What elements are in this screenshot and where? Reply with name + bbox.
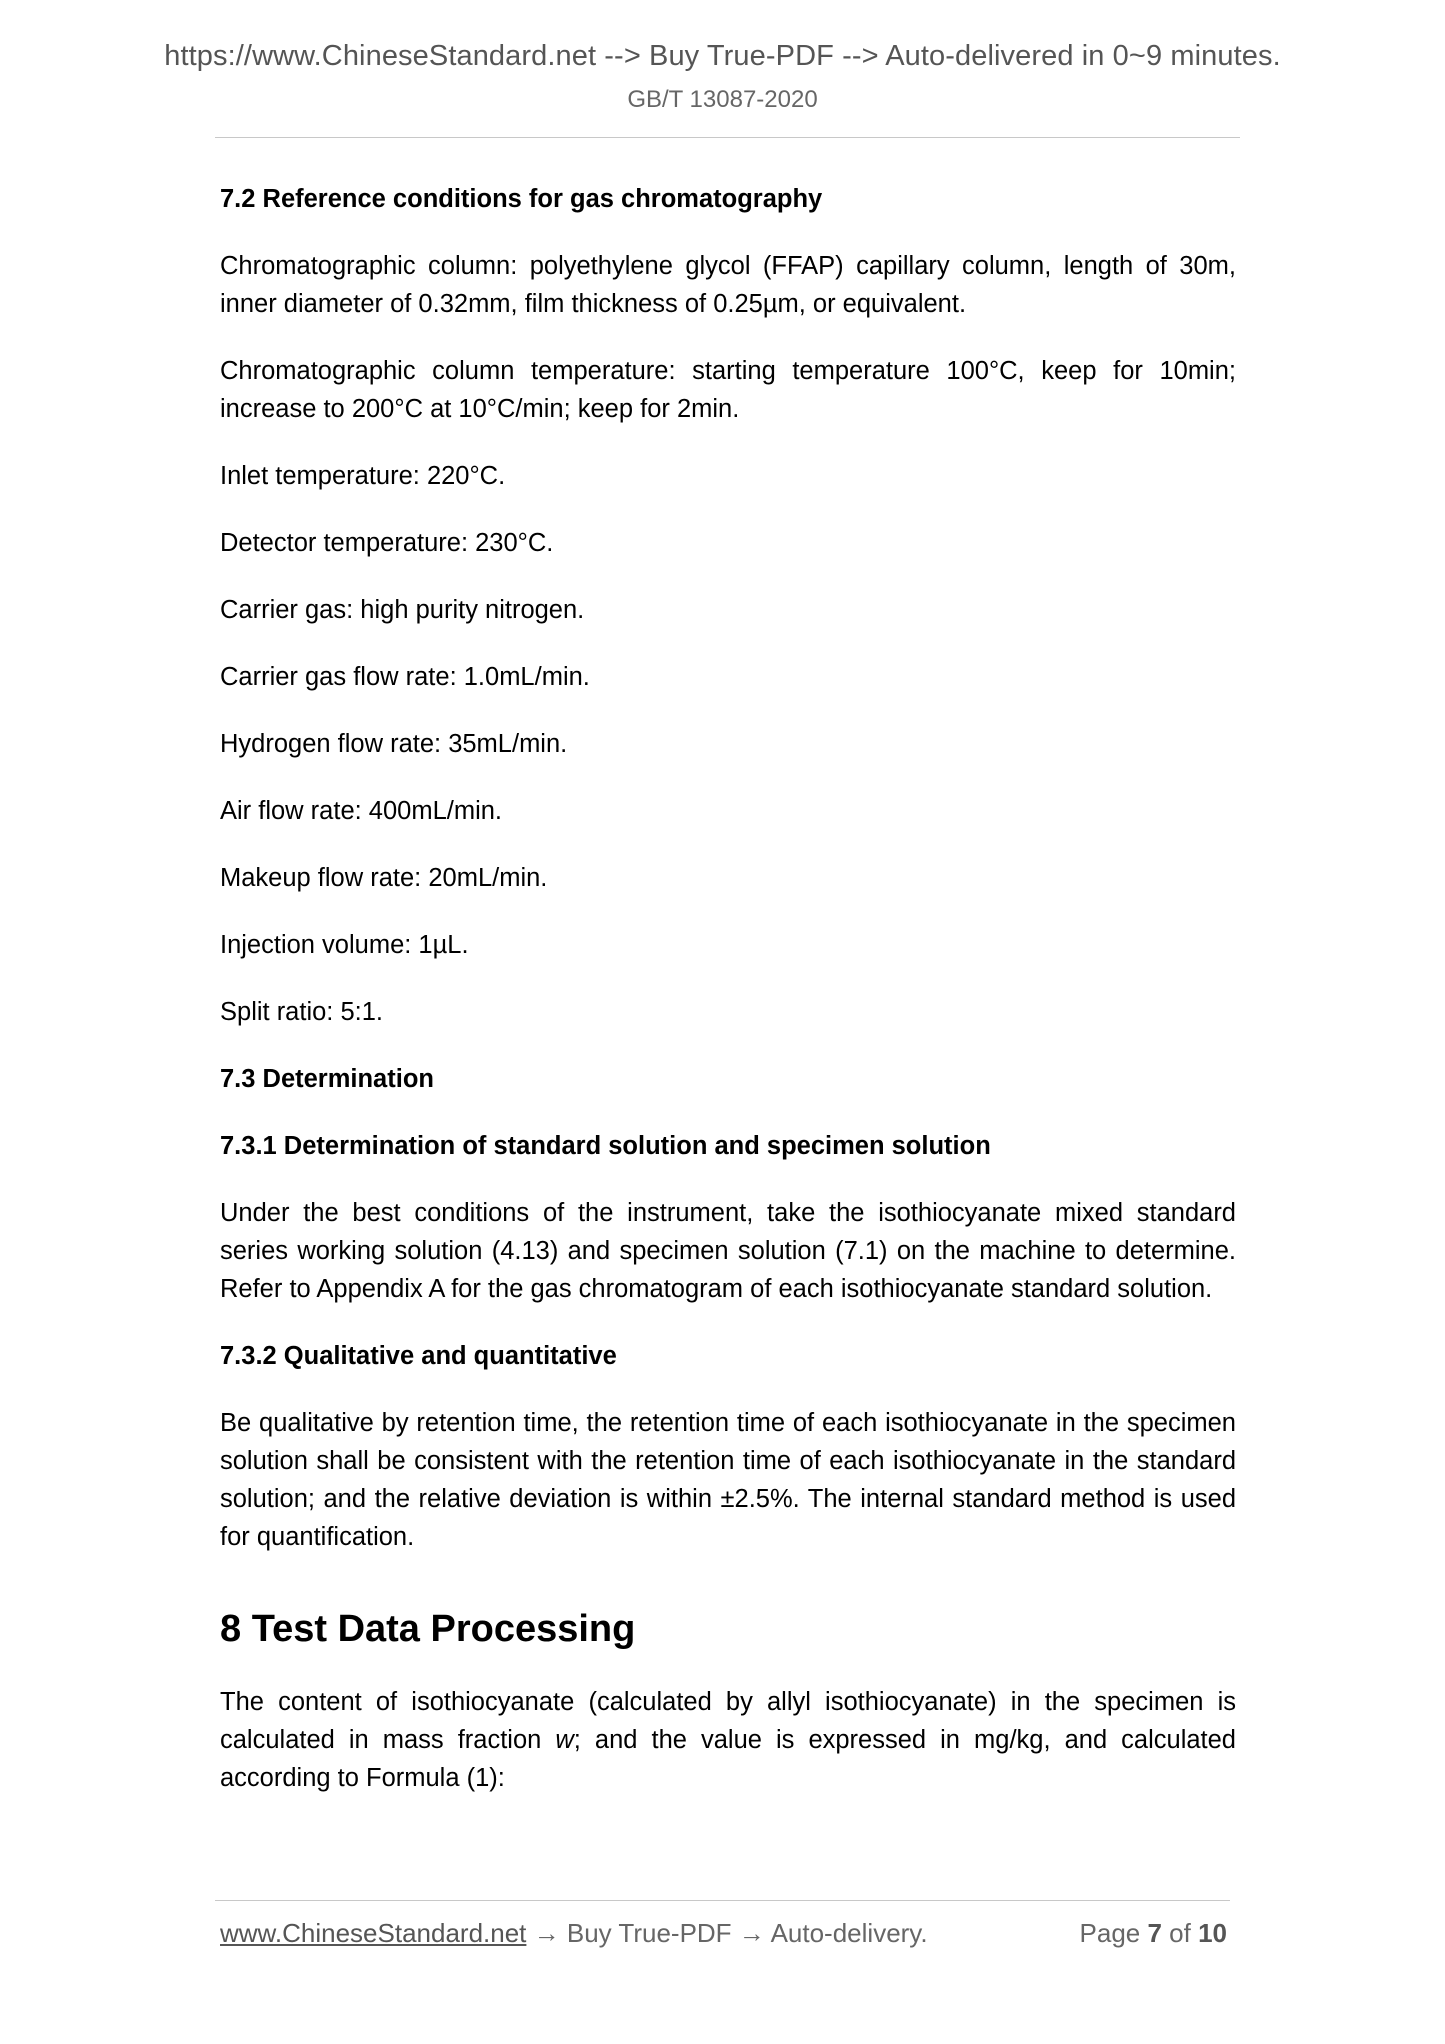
page-number (1080, 1918, 1227, 1949)
paragraph-injection-volume: Injection volume: 1µL. (220, 931, 469, 959)
standard-code: GB/T 13087-2020 (627, 86, 818, 113)
footer-tagline: → Buy True-PDF → Auto-delivery. (526, 1918, 928, 1948)
paragraph-detector-temperature: Detector temperature: 230°C. (220, 529, 554, 557)
page-footer (220, 1918, 1235, 1958)
paragraph-inlet-temperature: Inlet temperature: 220°C. (220, 462, 506, 490)
footer-divider (215, 1900, 1230, 1901)
paragraph-carrier-flow: Carrier gas flow rate: 1.0mL/min. (220, 663, 590, 691)
paragraph-air-flow: Air flow rate: 400mL/min. (220, 797, 503, 825)
top-banner: https://www.ChineseStandard.net --> Buy True-PDF --> Auto-delivered in 0~9 minutes. (164, 40, 1281, 72)
paragraph-column-temperature: Chromatographic column temperature: starting temperature 100°C, keep for 10min; increase to 200°C at 10°C/min; keep for 2min. (220, 357, 1236, 423)
section-7-3-heading: 7.3 Determination (220, 1065, 434, 1093)
section-7-3-2-heading: 7.3.2 Qualitative and quantitative (220, 1342, 617, 1370)
paragraph-carrier-gas: Carrier gas: high purity nitrogen. (220, 596, 585, 624)
footer-website-link[interactable]: www.ChineseStandard.net (220, 1918, 527, 1948)
paragraph-7-3-1: Under the best conditions of the instrument, take the isothiocyanate mixed standard series working solution (4.13) and specimen solution (7.1) on the machine to determine. Refer to Appendix A for the gas chromatogram of each isothiocyanate standard solution. (220, 1199, 1236, 1303)
paragraph-8-text-b: ; and the value is expressed in mg/kg, and calculated according to Formula (1): (220, 1726, 1236, 1792)
page-total: 10 (1198, 1918, 1227, 1948)
variable-w: w (555, 1726, 574, 1754)
paragraph-7-3-2: Be qualitative by retention time, the retention time of each isothiocyanate in the specimen solution shall be consistent with the retention time of each isothiocyanate in the standard solution; and the relative deviation is within ±2.5%. The internal standard method is used for quantification. (220, 1409, 1236, 1551)
paragraph-8 (220, 1683, 1236, 1797)
page-current: 7 (1147, 1918, 1162, 1948)
paragraph-hydrogen-flow: Hydrogen flow rate: 35mL/min. (220, 730, 568, 758)
section-7-2-heading: 7.2 Reference conditions for gas chromatography (220, 185, 823, 213)
section-8-heading: 8 Test Data Processing (220, 1608, 636, 1650)
page-content (220, 180, 1236, 1797)
page-of-label: of (1161, 1918, 1199, 1948)
paragraph-8-text-a: The content of isothiocyanate (calculated by allyl isothiocyanate) in the specimen is calculated in mass fraction (220, 1688, 1236, 1754)
header-divider (215, 137, 1240, 138)
paragraph-column: Chromatographic column: polyethylene glycol (FFAP) capillary column, length of 30m, inner diameter of 0.32mm, film thickness of 0.25µm, or equivalent. (220, 252, 1236, 318)
section-7-3-1-heading: 7.3.1 Determination of standard solution and specimen solution (220, 1132, 991, 1160)
paragraph-makeup-flow: Makeup flow rate: 20mL/min. (220, 864, 548, 892)
footer-left (220, 1918, 928, 1949)
paragraph-split-ratio: Split ratio: 5:1. (220, 998, 383, 1026)
page-label: Page (1079, 1918, 1148, 1948)
